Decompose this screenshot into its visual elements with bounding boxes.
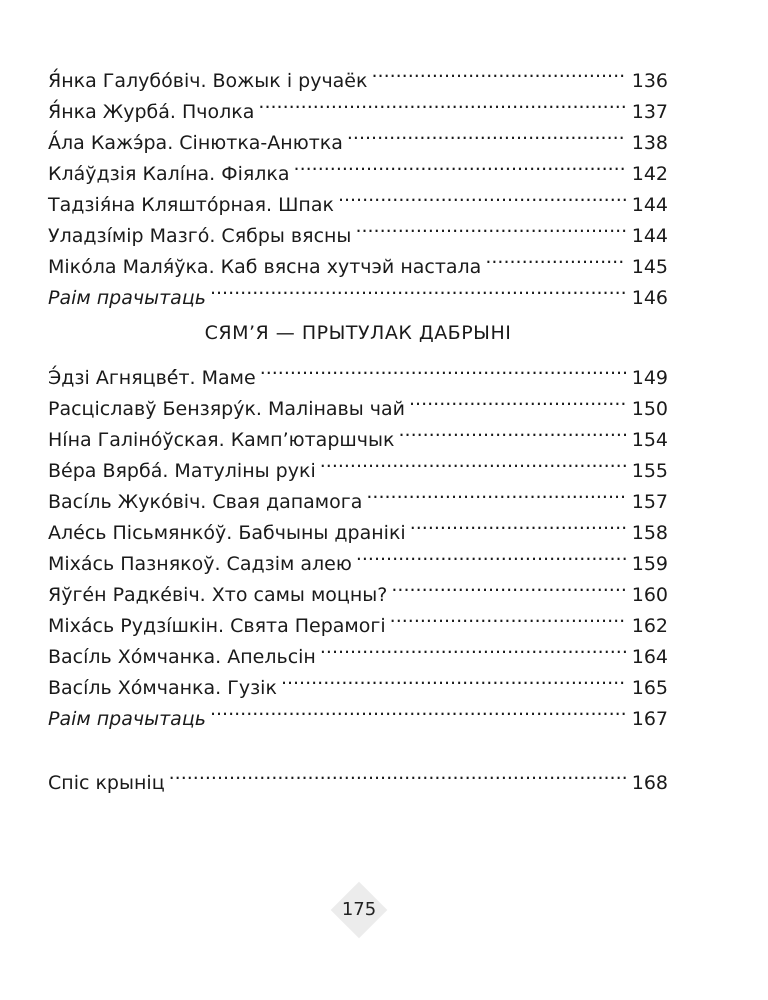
toc-entry[interactable]	[48, 56, 668, 92]
entry-page-number: 144	[631, 225, 668, 247]
entry-title: Але́сь Пісьмянко́ў. Бабчыны дранікі	[48, 522, 406, 544]
toc-section-1	[48, 56, 668, 309]
entry-title: Раім прачытаць	[48, 708, 206, 730]
entry-title: Расціславў Бензяру́к. Малінавы чай	[48, 398, 405, 420]
dot-leader	[320, 446, 626, 477]
entry-title: Яўге́н Радке́віч. Хто самы моцны?	[48, 584, 388, 606]
dot-leader	[398, 415, 625, 446]
entry-page-number: 159	[631, 553, 668, 575]
entry-page-number: 168	[631, 772, 668, 794]
entry-page-number: 149	[631, 367, 668, 389]
entry-page-number: 144	[631, 194, 668, 216]
dot-leader	[356, 539, 626, 570]
toc-entry[interactable]	[48, 758, 668, 794]
page-number: 175	[341, 899, 377, 920]
page-number-badge	[331, 882, 387, 938]
dot-leader	[347, 118, 626, 149]
dot-leader	[320, 632, 626, 663]
dot-leader	[391, 570, 625, 601]
entry-page-number: 146	[631, 287, 668, 309]
dot-leader	[169, 758, 626, 789]
entry-title: Міко́ла Маля́ўка. Каб вясна хутчэй настала	[48, 256, 482, 278]
dot-leader	[366, 477, 625, 508]
entry-title: Я́нка Галубо́віч. Вожык і ручаёк	[48, 70, 368, 92]
entry-title: А́ла Кажэ́ра. Сінютка-Анютка	[48, 132, 343, 154]
entry-title: Тадзія́на Кляшто́рная. Шпак	[48, 194, 334, 216]
toc-entry[interactable]	[48, 353, 668, 389]
entry-title: Васі́ль Жуко́віч. Свая дапамога	[48, 491, 363, 513]
entry-page-number: 155	[631, 460, 668, 482]
entry-title: Раім прачытаць	[48, 287, 206, 309]
dot-leader	[210, 273, 626, 304]
dot-leader	[281, 663, 626, 694]
entry-page-number: 160	[631, 584, 668, 606]
entry-page-number: 136	[631, 70, 668, 92]
dot-leader	[294, 149, 626, 180]
entry-page-number: 150	[631, 398, 668, 420]
entry-page-number: 162	[631, 615, 668, 637]
entry-title: Ве́ра Вярба́. Матуліны рукі	[48, 460, 316, 482]
entry-page-number: 165	[631, 677, 668, 699]
entry-page-number: 158	[631, 522, 668, 544]
entry-page-number: 145	[631, 256, 668, 278]
dot-leader	[485, 242, 625, 273]
entry-title: Уладзі́мір Мазго́. Сябры вясны	[48, 225, 352, 247]
entry-title: Спіс крыніц	[48, 772, 165, 794]
dot-leader	[258, 87, 625, 118]
entry-title: Я́нка Журба́. Пчолка	[48, 101, 255, 123]
dot-leader	[410, 508, 626, 539]
entry-title: Кла́ўдзія Калі́на. Фіялка	[48, 163, 290, 185]
entry-title: Васі́ль Хо́мчанка. Гузік	[48, 677, 277, 699]
entry-page-number: 164	[631, 646, 668, 668]
toc-section-2	[48, 353, 668, 730]
entry-page-number: 142	[631, 163, 668, 185]
entry-title: Ні́на Галіно́ўская. Камп’ютаршчык	[48, 429, 395, 451]
entry-title: Э́дзі Агняцвé́т. Маме	[48, 367, 256, 389]
entry-page-number: 138	[631, 132, 668, 154]
toc-section-3	[48, 758, 668, 794]
entry-title: Васі́ль Хо́мчанка. Апельсін	[48, 646, 316, 668]
dot-leader	[390, 601, 626, 632]
section-heading: СЯМ’Я — ПРЫТУЛАК ДАБРЫНІ	[204, 322, 512, 344]
dot-leader	[409, 384, 626, 415]
dot-leader	[371, 56, 625, 87]
entry-title: Міха́сь Пазнякоў. Садзім алею	[48, 553, 352, 575]
entry-page-number: 167	[631, 708, 668, 730]
entry-page-number: 157	[631, 491, 668, 513]
dot-leader	[355, 211, 625, 242]
entry-page-number: 154	[631, 429, 668, 451]
dot-leader	[210, 694, 626, 725]
dot-leader	[338, 180, 626, 211]
entry-title: Міха́сь Рудзі́шкін. Свята Перамогі	[48, 615, 386, 637]
entry-page-number: 137	[631, 101, 668, 123]
dot-leader	[260, 353, 626, 384]
